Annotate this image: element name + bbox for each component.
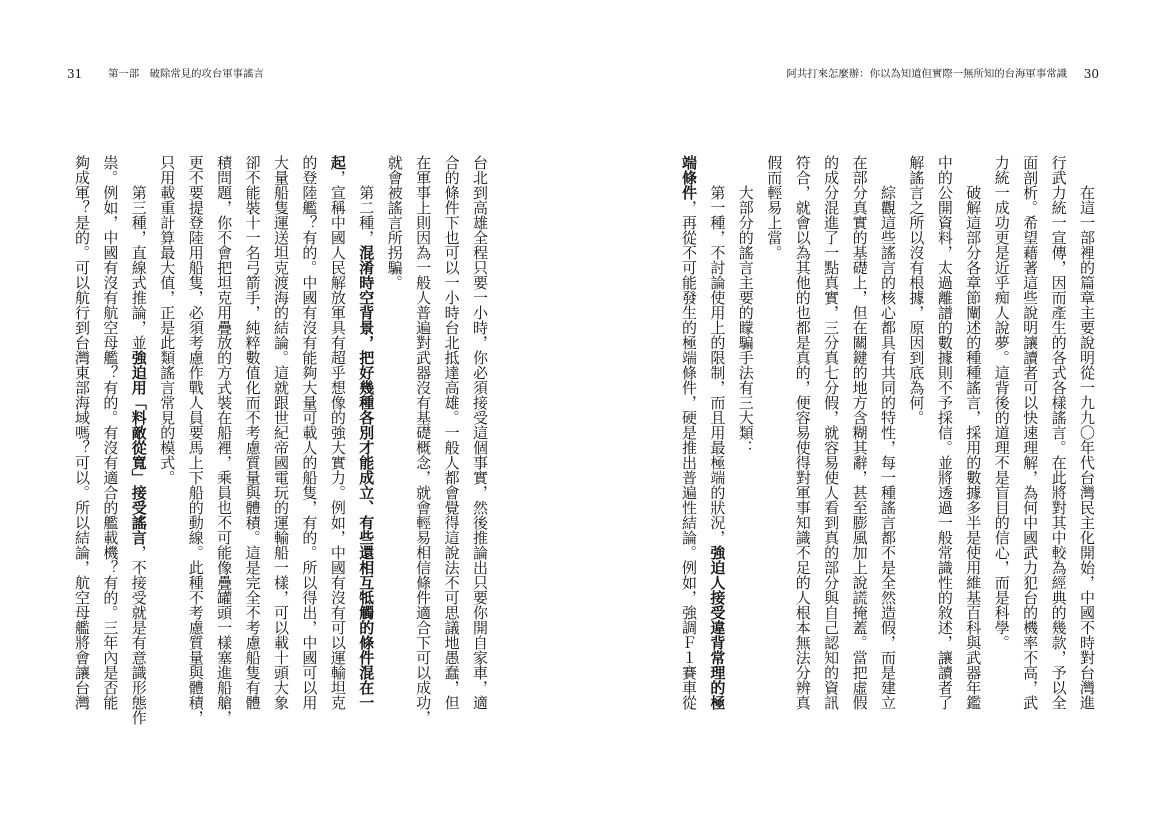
text-run: 中的公開資料，太過離譜的數據則不予採信。並將透過一般常識性的敘述，讓讀者了 xyxy=(935,155,954,710)
text-run: 大量船隻運送坦克渡海的結論。這就跟世紀帝國電玩的運輸船一樣，可以載十頭大象 xyxy=(272,155,290,710)
text-column xyxy=(795,155,811,710)
text-run: 只用載重計算最大值，正是此類謠言常見的模式。 xyxy=(158,155,177,485)
text-run: 台北到高雄全程只要一小時，你必須接受這個事實，然後推論出只要你開自家車，適 xyxy=(471,155,489,710)
text-run: 第三種，直線式推論，並 xyxy=(129,185,148,350)
text-column xyxy=(1022,155,1038,710)
text-column xyxy=(681,155,697,710)
text-column xyxy=(1079,155,1095,710)
text-column xyxy=(738,155,754,455)
text-run: 就會被謠言所拐騙。 xyxy=(385,155,404,290)
text-run: 積問題，你不會把坦克用疊放的方式裝在船裡，乘員也不可能像疊罐頭一樣塞進船艙， xyxy=(215,155,234,725)
text-column xyxy=(965,155,981,710)
text-run: 力統一成功更是近乎痴人說夢。這背後的道理不是盲目的信心，而是科學。 xyxy=(992,155,1011,650)
text-column xyxy=(994,155,1010,650)
text-run: ，宣稱中國人民解放軍具有超乎想像的強大實力。例如，中國有沒有可以運輸坦克 xyxy=(328,170,347,710)
page-number: 31 xyxy=(67,67,83,81)
text-column xyxy=(852,155,868,710)
text-run: ，不接受就是有意識形態作 xyxy=(129,545,148,725)
text-column xyxy=(709,155,725,710)
text-run: 在軍事上則因為一般人普遍對武器沒有基礎概念，就會輕易相信條件適合下可以成功， xyxy=(414,155,433,725)
text-column xyxy=(766,155,782,260)
bold-text-run: 起 xyxy=(328,155,347,170)
text-run: 祟。例如，中國有沒有航空母艦？有的。有沒有適合的艦載機？有的。三年內是否能 xyxy=(101,155,120,710)
text-run: 夠成軍？是的。可以航行到台灣東部海域嗎？可以。所以結論，航空母艦將會讓台灣 xyxy=(73,155,91,710)
text-run: 第二種， xyxy=(357,185,376,245)
text-run: 合的條件下也可以一小時台北抵達高雄。一般人都會覺得這說法不可思議地愚蠢，但 xyxy=(442,155,461,710)
text-column xyxy=(908,155,924,425)
text-run: 行武力統一宣傳，因而產生的各式各樣謠言。在此將對其中較為經典的幾款，予以全 xyxy=(1049,155,1068,710)
text-run: 解謠言之所以沒有根據，原因到底為何。 xyxy=(907,155,926,425)
text-run: 更不要提登陸用船隻，必須考慮作戰人員要馬上下船的動線。此種不考慮質量與體積， xyxy=(186,155,205,725)
text-run: 卻不能裝十一名弓箭手，純粹數值化而不考慮質量與體積。這是完全不考慮船隻有體 xyxy=(243,155,262,710)
text-column xyxy=(937,155,953,710)
text-run: 破解這部分各章節闡述的種種謠言，採用的數據多半是使用維基百科與武器年鑑 xyxy=(964,185,983,710)
text-run: 假而輕易上當。 xyxy=(765,155,784,260)
text-run: 大部分的謠言主要的矇騙手法有三大類： xyxy=(736,185,755,455)
bold-text-run: 強迫用「料敵從寬」接受謠言 xyxy=(129,350,148,545)
text-run: 在部分真實的基礎上，但在關鍵的地方含糊其辭，甚至膨風加上說謊掩蓋。當把虛假 xyxy=(850,155,869,710)
text-run: 的成分混進了一點真實，三分真七分假，就容易使人看到真的部分與自己認知的資訊 xyxy=(822,155,841,710)
text-run: 符合，就會以為其他的也都是真的，便容易使得對軍事知識不足的人根本無法分辨真 xyxy=(793,155,812,710)
text-run: 在這一部裡的篇章主要說明從一九九〇年代台灣民主化開始，中國不時對台灣進 xyxy=(1078,185,1096,710)
text-column xyxy=(823,155,839,710)
running-head: 第一部 破除常見的攻台軍事謠言 xyxy=(108,68,264,80)
text-run: 綜觀這些謠言的核心都具有共同的特性，每一種謠言都不是全然造假，而是建立 xyxy=(879,185,897,710)
text-run: 第一種，不討論使用上的限制，而且用最極端的狀況， xyxy=(708,185,727,545)
text-column xyxy=(1051,155,1067,710)
running-head: 阿共打來怎麼辦：你以為知道但實際一無所知的台海軍事常識 xyxy=(786,68,1067,80)
page-number: 30 xyxy=(1083,67,1099,81)
text-column xyxy=(880,155,896,710)
text-run: 的登陸艦？有的。中國有沒有能夠大量可載人的船隻，有的。所以得出，中國可以用 xyxy=(300,155,319,710)
text-run: 面剖析。希望藉著這些說明讓讀者可以快速理解，為何中國武力犯台的機率不高，武 xyxy=(1021,155,1040,710)
text-run: ，再從不可能發生的極端條件，硬是推出普遍性結論。例如，強調Ｆ１賽車從 xyxy=(680,200,698,710)
bold-text-run: 強迫人接受違背常理的極 xyxy=(708,545,727,710)
bold-text-run: 混淆時空背景，把好幾種各別才能成立、有些還相互牴觸的條件混在一 xyxy=(357,245,376,710)
bold-text-run: 端條件 xyxy=(680,155,698,200)
